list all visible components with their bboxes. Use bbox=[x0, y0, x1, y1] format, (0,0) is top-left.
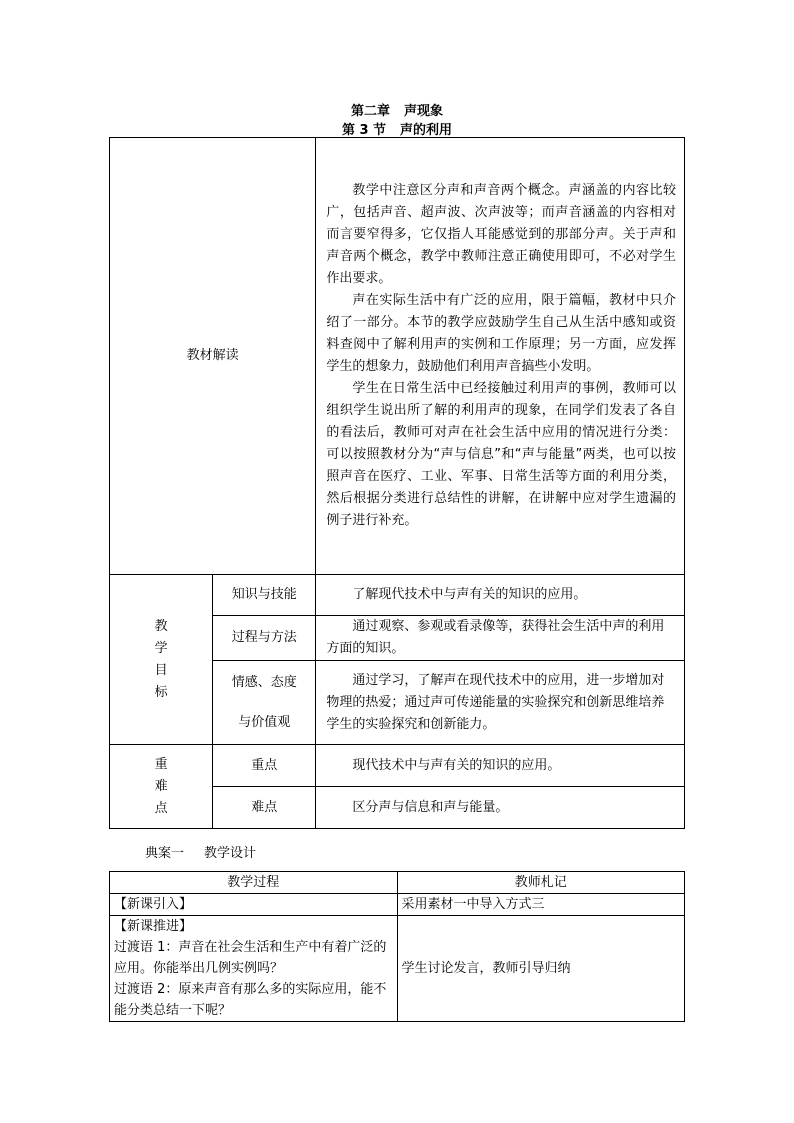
key2-label: 难点 bbox=[213, 787, 316, 829]
chapter-title bbox=[0, 100, 794, 119]
intro-notes: 采用素材一中导入方式三 bbox=[397, 894, 685, 916]
jiedu-paragraph: 声在实际生活中有广泛的应用，限于篇幅，教材中只介绍了一部分。本节的教学应鼓励学生自己从生活中感知或资料查阅中了解利用声的实例和工作原理；另一方面，应发挥学生的想象力，鼓励他们利用声音搞些小发明。 bbox=[326, 293, 676, 374]
goals-label-char: 标 bbox=[154, 684, 168, 700]
case-title: 教学设计 bbox=[204, 846, 257, 861]
goal2-content bbox=[316, 616, 685, 661]
lesson-overview-table bbox=[109, 137, 685, 829]
key1-text: 现代技术中与声有关的知识的应用。 bbox=[352, 757, 561, 773]
goal3-label-line: 情感、态度 bbox=[231, 674, 297, 690]
transition-line-1: 过渡语 1：声音在社会生活和生产中有着广泛的应用。你能举出几例实例吗？ bbox=[114, 940, 387, 976]
section-title bbox=[0, 119, 794, 138]
case-heading bbox=[145, 842, 256, 861]
key-label-char: 点 bbox=[154, 800, 168, 816]
goals-label-cell bbox=[110, 575, 213, 745]
key-label-char: 难 bbox=[154, 778, 168, 794]
jiedu-paragraph: 教学中注意区分声和声音两个概念。声涵盖的内容比较广，包括声音、超声波、次声波等；而声音涵盖的内容相对而言要窄得多，它仅指人耳能感觉到的那部分声。关于声和声音两个概念，教学中教师注意正确使用即可，不必对学生作出要求。 bbox=[326, 183, 676, 286]
teaching-design-table bbox=[109, 871, 685, 1022]
key2-content bbox=[316, 787, 685, 829]
intro-process: 【新课引入】 bbox=[110, 894, 398, 916]
section-name: 声的利用 bbox=[400, 123, 453, 138]
key-label-char: 重 bbox=[154, 756, 168, 772]
key2-text: 区分声与信息和声与能量。 bbox=[352, 799, 509, 815]
goals-label-char: 教 bbox=[154, 618, 168, 634]
chapter-number: 第二章 bbox=[350, 104, 390, 119]
goal3-label bbox=[213, 661, 316, 745]
goal1-content bbox=[316, 575, 685, 616]
goals-label-char: 学 bbox=[154, 640, 168, 656]
advance-notes: 学生讨论发言，教师引导归纳 bbox=[397, 916, 685, 1022]
advance-process bbox=[110, 916, 398, 1022]
goal3-content bbox=[316, 661, 685, 745]
goal3-label-line: 与价值观 bbox=[238, 714, 291, 730]
key1-content bbox=[316, 745, 685, 787]
goals-label-char: 目 bbox=[154, 662, 168, 678]
transition-line-2: 过渡语 2：原来声音有那么多的实际应用，能不能分类总结一下呢？ bbox=[114, 982, 387, 1018]
goal1-text: 了解现代技术中与声有关的知识的应用。 bbox=[352, 587, 587, 602]
goal1-label: 知识与技能 bbox=[213, 575, 316, 616]
jiedu-label: 教材解读 bbox=[186, 348, 239, 363]
section-number: 第 3 节 bbox=[341, 123, 387, 138]
goal2-text: 通过观察、参观或看录像等，获得社会生活中声的利用方面的知识。 bbox=[326, 619, 665, 656]
goal3-text: 通过学习，了解声在现代技术中的应用，进一步增加对物理的热爱；通过声可传递能量的实验探究和创新思维培养学生的实验探究和创新能力。 bbox=[326, 672, 665, 732]
process-header: 教学过程 bbox=[110, 872, 398, 894]
chapter-name: 声现象 bbox=[404, 104, 444, 119]
jiedu-content bbox=[316, 138, 685, 575]
advance-title: 【新课推进】 bbox=[114, 919, 193, 934]
jiedu-paragraph: 学生在日常生活中已经接触过利用声的事例，教师可以组织学生说出所了解的利用声的现象，在同学们发表了各自的看法后，教师可对声在社会生活中应用的情况进行分类：可以按照教材分为“声与信息”和“声与能量”两类，也可以按照声音在医疗、工业、军事、日常生活等方面的利用分类，然后根据分类进行总结性的讲解，在讲解中应对学生遗漏的例子进行补充。 bbox=[326, 381, 676, 528]
goal2-label: 过程与方法 bbox=[213, 616, 316, 661]
key-label-cell bbox=[110, 745, 213, 829]
notes-header: 教师札记 bbox=[397, 872, 685, 894]
key1-label: 重点 bbox=[213, 745, 316, 787]
case-label: 典案一 bbox=[145, 846, 185, 861]
jiedu-label-cell bbox=[110, 138, 316, 575]
